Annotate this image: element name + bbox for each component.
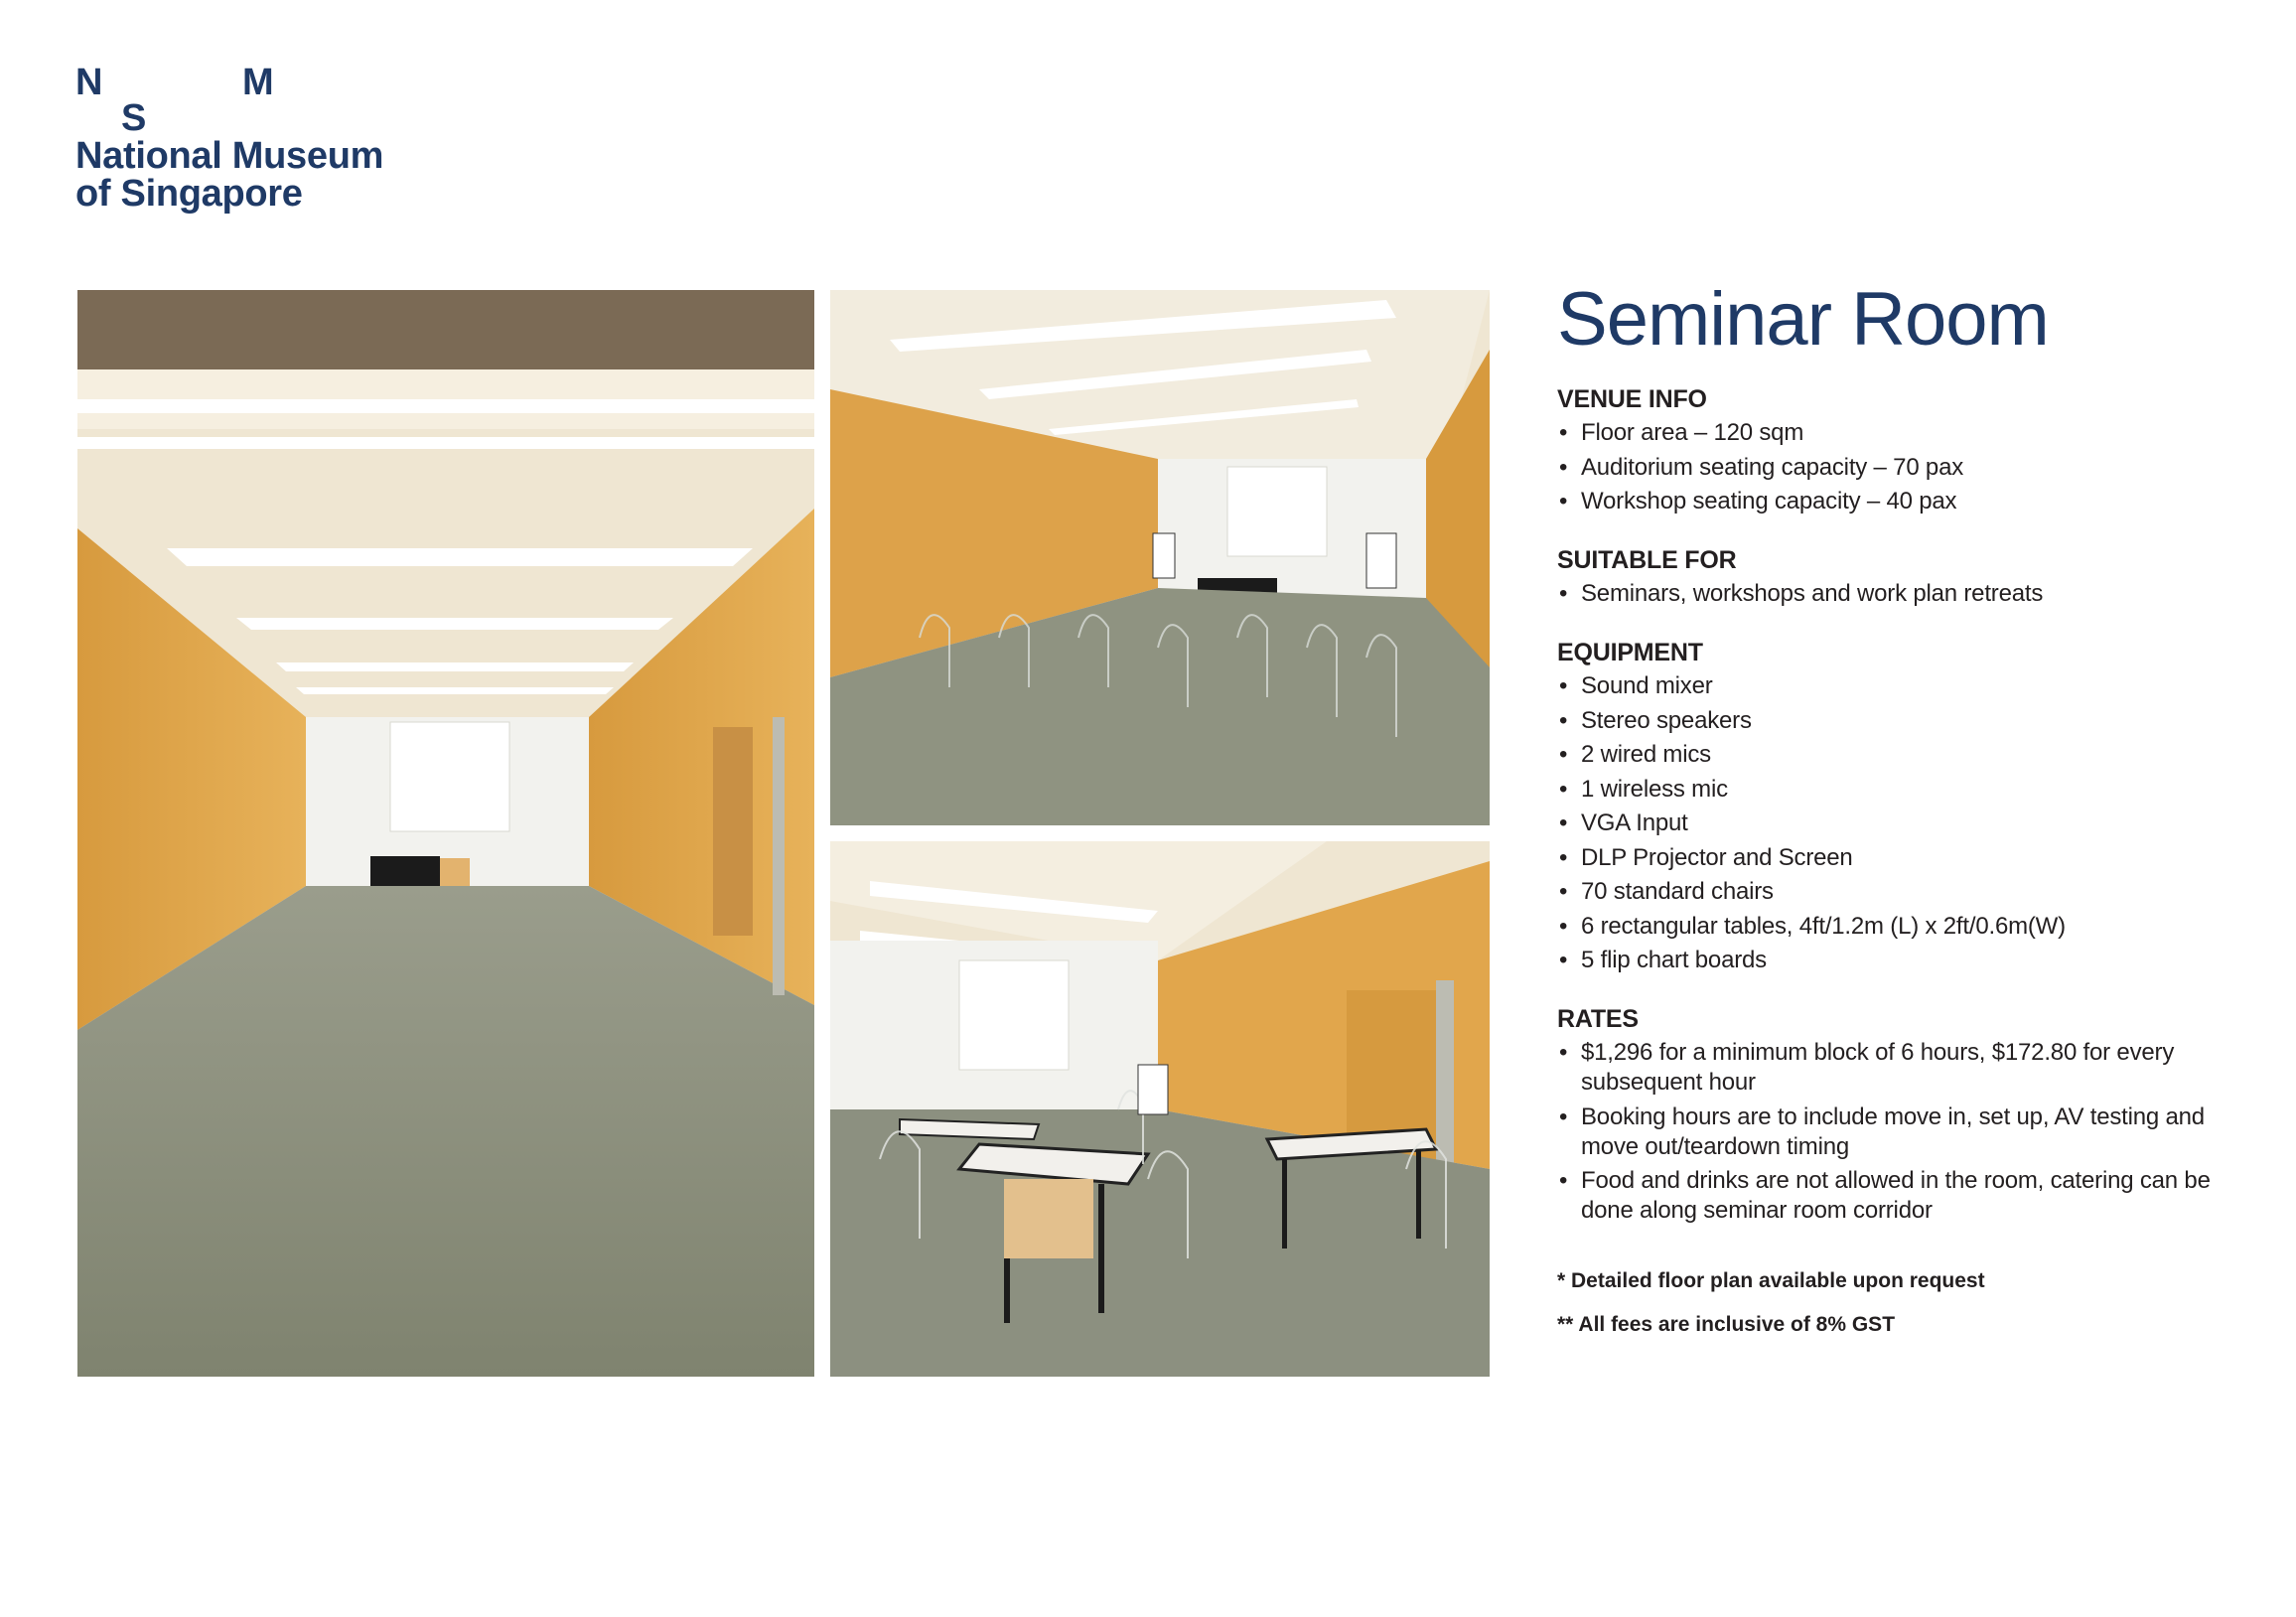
equipment-item: • DLP Projector and Screen: [1557, 843, 2252, 873]
room-illustration: [77, 290, 814, 1377]
equipment-item: • Stereo speakers: [1557, 706, 2252, 736]
room-illustration: [830, 841, 1490, 1377]
equipment-section: [1557, 639, 2252, 975]
equipment-list: [1557, 671, 2252, 975]
page-title: Seminar Room: [1557, 277, 2049, 362]
rates-item: • $1,296 for a minimum block of 6 hours, $172.80 for every subsequent hour: [1557, 1038, 2252, 1098]
suitable-for-item: • Seminars, workshops and work plan retreats: [1557, 579, 2252, 609]
rates-item: • Booking hours are to include move in, set up, AV testing and move out/teardown timing: [1557, 1102, 2252, 1162]
equipment-item: • 70 standard chairs: [1557, 877, 2252, 907]
floor-plan-note: * Detailed floor plan available upon request: [1557, 1269, 1985, 1292]
seminar-room-photo-workshop: [830, 841, 1490, 1377]
equipment-item: • 2 wired mics: [1557, 740, 2252, 770]
venue-details-panel: [1557, 276, 2252, 1357]
rates-item: • Food and drinks are not allowed in the room, catering can be done along seminar room corridor: [1557, 1166, 2252, 1226]
equipment-item: • 5 flip chart boards: [1557, 946, 2252, 975]
logo-letter-n: N: [75, 62, 103, 103]
suitable-for-list: [1557, 579, 2252, 609]
footnotes: [1557, 1269, 2252, 1337]
logo-letter-m: M: [242, 62, 274, 103]
logo-name-line1: National Museum: [75, 135, 384, 177]
equipment-heading: EQUIPMENT: [1557, 639, 1703, 666]
logo-letter-s: S: [121, 97, 147, 139]
suitable-for-heading: SUITABLE FOR: [1557, 546, 1737, 574]
logo-name-line2: of Singapore: [75, 173, 303, 215]
room-illustration: [830, 290, 1490, 825]
equipment-item: • 1 wireless mic: [1557, 775, 2252, 805]
seminar-room-photo-wide: [77, 290, 814, 1377]
venue-info-heading: VENUE INFO: [1557, 385, 1707, 413]
venue-info-section: [1557, 385, 2252, 516]
venue-info-list: [1557, 418, 2252, 516]
venue-info-item: • Floor area – 120 sqm: [1557, 418, 2252, 448]
suitable-for-section: [1557, 546, 2252, 609]
equipment-item: • VGA Input: [1557, 808, 2252, 838]
rates-section: [1557, 1005, 2252, 1226]
seminar-room-photo-auditorium: [830, 290, 1490, 825]
equipment-item: • 6 rectangular tables, 4ft/1.2m (L) x 2ft/0.6m(W): [1557, 912, 2252, 942]
gst-note: ** All fees are inclusive of 8% GST: [1557, 1313, 1896, 1336]
nms-logo: [75, 62, 383, 213]
venue-info-item: • Auditorium seating capacity – 70 pax: [1557, 453, 2252, 483]
rates-list: [1557, 1038, 2252, 1226]
venue-info-item: • Workshop seating capacity – 40 pax: [1557, 487, 2252, 516]
equipment-item: • Sound mixer: [1557, 671, 2252, 701]
rates-heading: RATES: [1557, 1005, 1639, 1033]
logo-monogram: [75, 62, 334, 137]
